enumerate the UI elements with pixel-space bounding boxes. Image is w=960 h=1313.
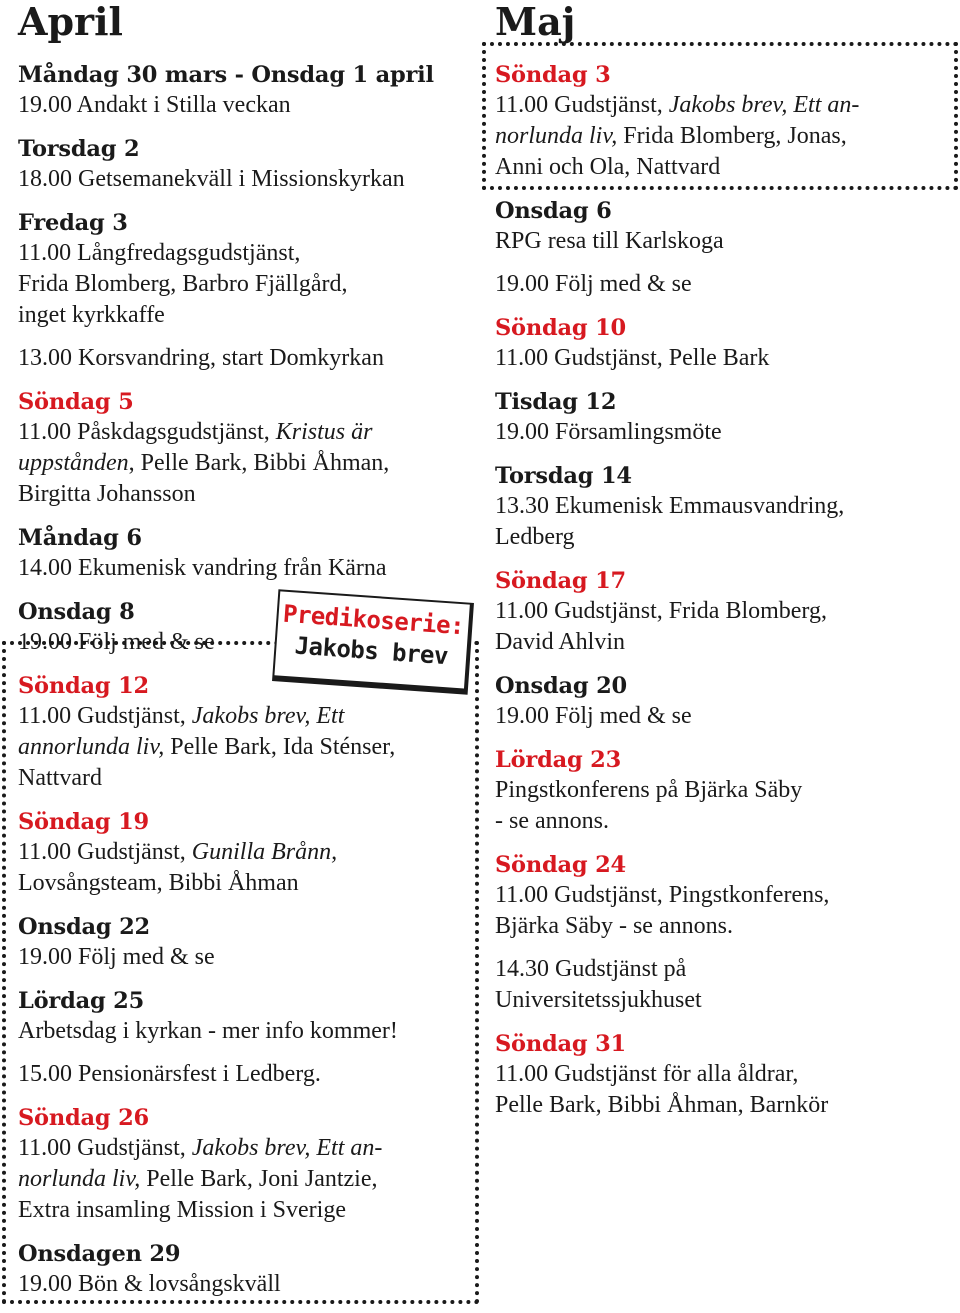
event-line	[18, 1133, 468, 1164]
month-title-april: April	[18, 0, 123, 44]
day-title: Söndag 17	[495, 568, 627, 594]
sermon-series-stamp	[272, 589, 474, 694]
event-text: , Pelle Bark, Bibbi Åhman,	[128, 450, 390, 476]
day-title: Onsdag 20	[495, 673, 628, 699]
event-line	[18, 837, 468, 868]
event-line: Universitetssjukhuset	[495, 987, 702, 1013]
day-title: Söndag 12	[18, 673, 150, 699]
event-line	[18, 1164, 468, 1195]
event-line: 19.00 Församlingsmöte	[495, 419, 722, 445]
month-title-maj: Maj	[495, 0, 576, 44]
event-line: Ledberg	[495, 524, 575, 550]
event-line: 19.00 Följ med & se	[495, 271, 692, 297]
day-entry	[495, 461, 950, 553]
day-entry	[495, 850, 950, 1016]
day-entry	[18, 387, 468, 510]
event-line: Arbetsdag i kyrkan - mer info kommer!	[18, 1018, 398, 1044]
event-text: 11.00 Gudstjänst,	[18, 1135, 192, 1161]
event-text: Frida Blomberg, Jonas,	[617, 123, 847, 149]
event-line: 11.00 Gudstjänst för alla åldrar,	[495, 1061, 799, 1087]
event-text: 11.00 Gudstjänst,	[18, 703, 192, 729]
event-line: - se annons.	[495, 808, 609, 834]
event-line: 19.00 Andakt i Stilla veckan	[18, 92, 291, 118]
event-line: RPG resa till Karlskoga	[495, 228, 724, 254]
event-line: Extra insamling Mission i Sverige	[18, 1197, 346, 1223]
event-line	[495, 121, 950, 152]
event-line: 15.00 Pensionärsfest i Ledberg.	[18, 1061, 321, 1087]
event-line: 13.30 Ekumenisk Emmausvandring,	[495, 493, 845, 519]
event-title-italic: annorlunda liv,	[18, 734, 165, 760]
day-title: Onsdag 8	[18, 599, 135, 625]
event-line: 11.00 Långfredagsgudstjänst,	[18, 240, 301, 266]
event-title-italic: Jakobs brev, Ett an-	[668, 92, 860, 118]
day-title: Söndag 10	[495, 315, 627, 341]
day-entry	[18, 986, 468, 1090]
stamp-line-1: Predikoserie:	[282, 599, 465, 641]
event-title-italic: Jakobs brev, Ett	[191, 703, 345, 729]
day-entry	[495, 387, 950, 448]
day-title: Söndag 31	[495, 1031, 627, 1057]
event-title-italic: Gunilla Brånn,	[191, 839, 338, 865]
day-title: Måndag 30 mars - Onsdag 1 april	[18, 62, 434, 88]
day-entry	[495, 196, 950, 300]
event-line: David Ahlvin	[495, 629, 625, 655]
event-line: 19.00 Följ med & se	[18, 629, 215, 655]
event-line: 11.00 Gudstjänst, Pelle Bark	[495, 345, 770, 371]
event-line: Pingstkonferens på Bjärka Säby	[495, 777, 803, 803]
day-entry	[18, 807, 468, 899]
event-line: 18.00 Getsemanekväll i Missionskyrkan	[18, 166, 405, 192]
day-entry	[18, 134, 468, 195]
event-line	[18, 732, 468, 763]
maj-schedule	[495, 60, 950, 1121]
event-text: Pelle Bark, Ida Sténser,	[164, 734, 396, 760]
day-entry	[495, 313, 950, 374]
event-line: Frida Blomberg, Barbro Fjällgård,	[18, 271, 348, 297]
day-entry	[18, 208, 468, 374]
day-title: Onsdag 6	[495, 198, 612, 224]
event-line	[18, 448, 468, 479]
event-text: 11.00 Gudstjänst,	[18, 839, 192, 865]
day-title: Lördag 25	[18, 988, 145, 1014]
day-title: Lördag 23	[495, 747, 622, 773]
day-entry	[18, 1239, 468, 1300]
event-title-italic: norlunda liv,	[18, 1166, 141, 1192]
day-title: Söndag 19	[18, 809, 150, 835]
event-title-italic: norlunda liv,	[495, 123, 618, 149]
event-line: 14.30 Gudstjänst på	[495, 956, 687, 982]
day-title: Torsdag 14	[495, 463, 632, 489]
event-line: 13.00 Korsvandring, start Domkyrkan	[18, 345, 384, 371]
event-line: Bjärka Säby - se annons.	[495, 913, 733, 939]
day-entry	[495, 671, 950, 732]
day-title: Torsdag 2	[18, 136, 140, 162]
day-title: Söndag 24	[495, 852, 627, 878]
event-title-italic: Kristus är	[275, 419, 373, 445]
event-line: 11.00 Gudstjänst, Pingstkonferens,	[495, 882, 830, 908]
stamp-line-2: Jakobs brev	[293, 631, 449, 671]
maj-column	[495, 0, 950, 1134]
event-line: inget kyrkkaffe	[18, 302, 165, 328]
day-entry	[18, 60, 468, 121]
day-title: Söndag 3	[495, 62, 611, 88]
event-line: Birgitta Johansson	[18, 481, 196, 507]
event-line: Pelle Bark, Bibbi Åhman, Barnkör	[495, 1092, 829, 1118]
day-title: Onsdagen 29	[18, 1241, 181, 1267]
event-line: 14.00 Ekumenisk vandring från Kärna	[18, 555, 387, 581]
event-line: Nattvard	[18, 765, 102, 791]
day-entry	[495, 1029, 950, 1121]
day-title: Måndag 6	[18, 525, 142, 551]
day-entry	[495, 566, 950, 658]
event-line	[18, 701, 468, 732]
event-line	[495, 90, 950, 121]
event-text: 11.00 Gudstjänst,	[495, 92, 669, 118]
event-title-italic: Jakobs brev, Ett an-	[191, 1135, 383, 1161]
event-text: 11.00 Påskdagsgudstjänst,	[18, 419, 276, 445]
event-title-italic: uppstånden	[18, 450, 129, 476]
day-entry	[18, 523, 468, 584]
event-line: Anni och Ola, Nattvard	[495, 154, 721, 180]
day-entry	[18, 1103, 468, 1226]
day-entry	[495, 745, 950, 837]
event-line: 19.00 Följ med & se	[18, 944, 215, 970]
event-line: 11.00 Gudstjänst, Frida Blomberg,	[495, 598, 827, 624]
day-title: Onsdag 22	[18, 914, 151, 940]
day-title: Tisdag 12	[495, 389, 617, 415]
day-entry	[18, 912, 468, 973]
event-line: 19.00 Bön & lovsångskväll	[18, 1271, 281, 1297]
day-entry	[495, 60, 950, 183]
day-title: Söndag 5	[18, 389, 134, 415]
event-line	[18, 417, 468, 448]
day-title: Söndag 26	[18, 1105, 150, 1131]
event-line: Lovsångsteam, Bibbi Åhman	[18, 870, 299, 896]
event-line: 19.00 Följ med & se	[495, 703, 692, 729]
day-title: Fredag 3	[18, 210, 128, 236]
event-text: Pelle Bark, Joni Jantzie,	[140, 1166, 378, 1192]
